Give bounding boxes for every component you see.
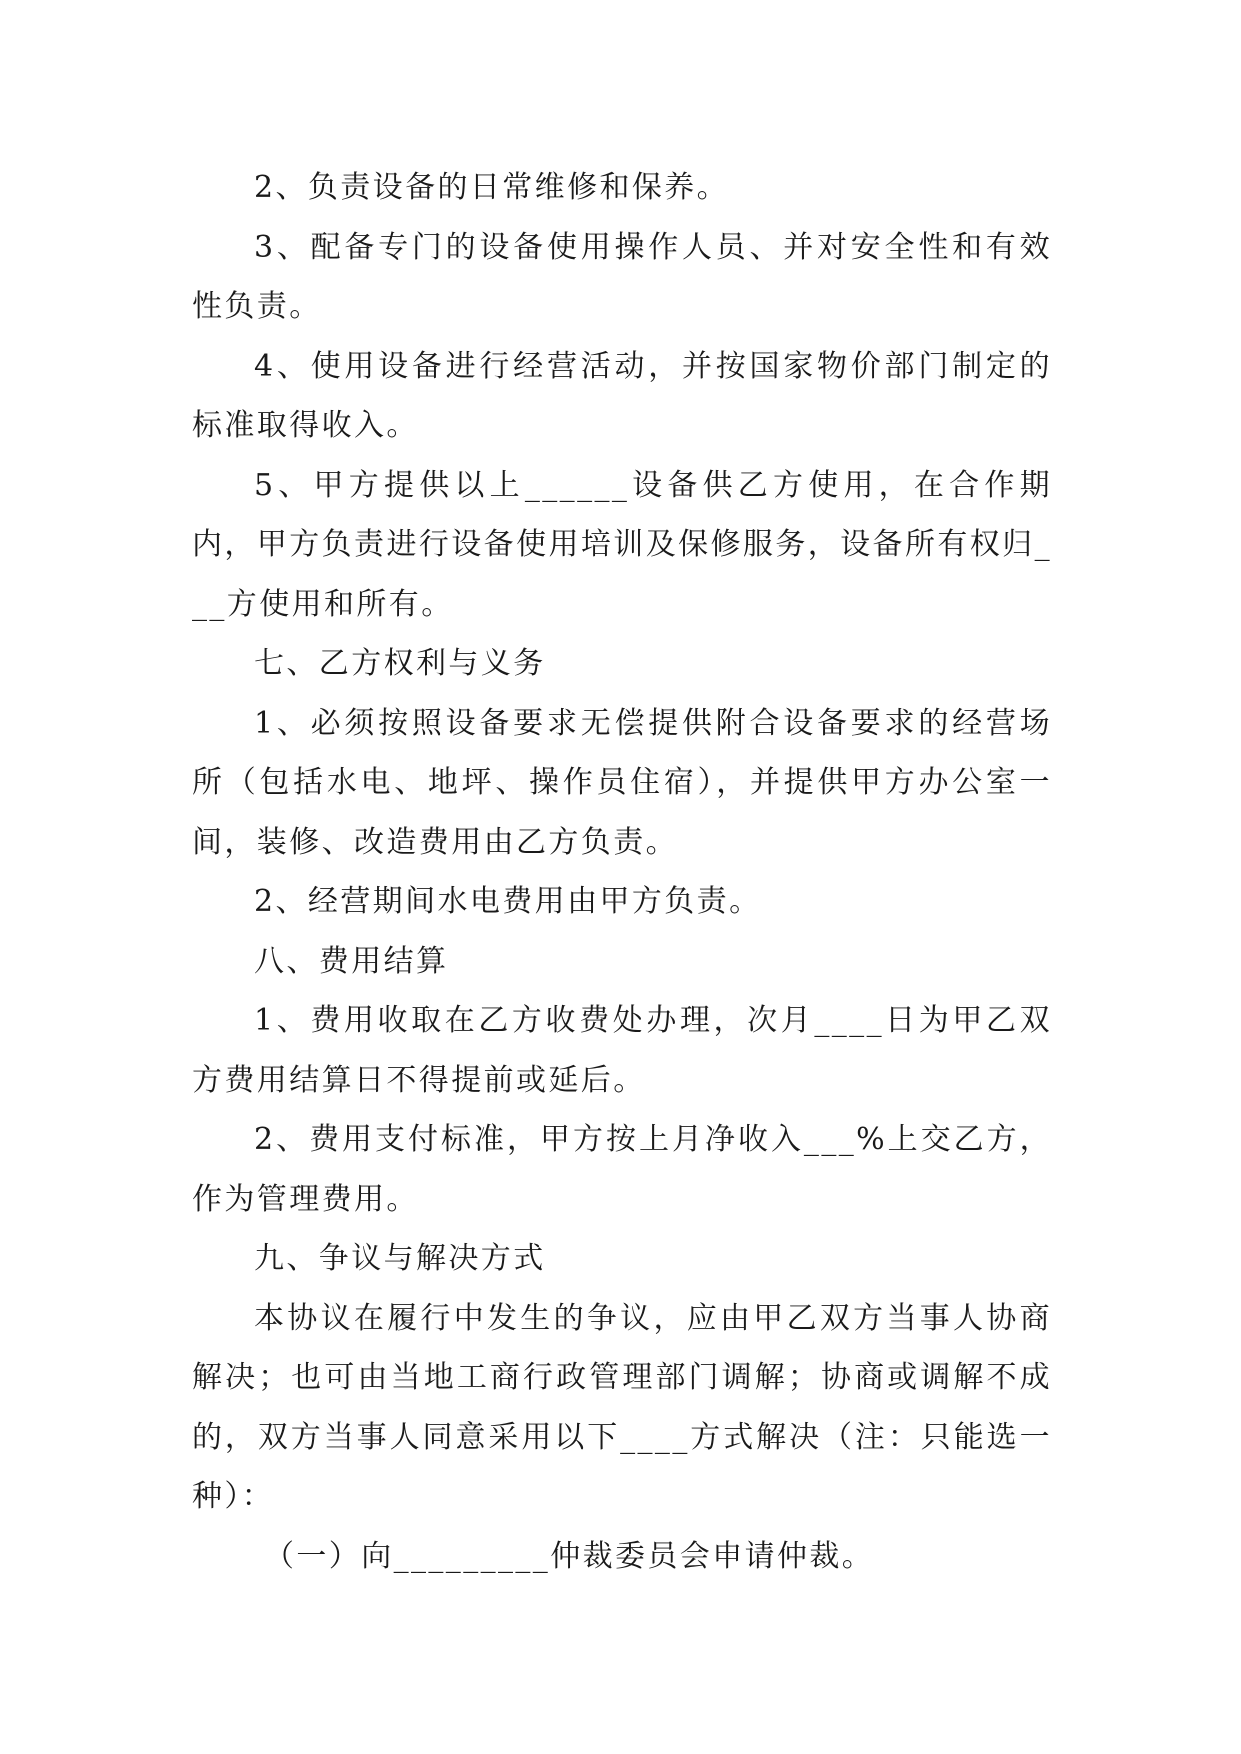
document-body: [192, 158, 1052, 1586]
paragraph-settlement-date: 1、费用收取在乙方收费处办理，次月____日为甲乙双方费用结算日不得提前或延后。: [192, 1003, 1052, 1098]
paragraph-arbitration: （一）向_________仲裁委员会申请仲裁。: [264, 1538, 875, 1574]
paragraph-maintenance: 2、负责设备的日常维修和保养。: [254, 170, 730, 205]
paragraph-equipment-supply: 5、甲方提供以上______设备供乙方使用，在合作期内，甲方负责进行设备使用培训及保修服务，设备所有权归___方使用和所有。: [192, 467, 1052, 622]
paragraph-operators: 3、配备专门的设备使用操作人员、并对安全性和有效性负责。: [192, 229, 1052, 324]
paragraph-payment-standard: 2、费用支付标准，甲方按上月净收入___%上交乙方，作为管理费用。: [192, 1122, 1052, 1217]
paragraph-revenue: 4、使用设备进行经营活动，并按国家物价部门制定的标准取得收入。: [192, 348, 1052, 443]
section-heading-party-b-rights: 七、乙方权利与义务: [254, 646, 546, 681]
section-heading-disputes: 九、争议与解决方式: [254, 1241, 546, 1276]
paragraph-utilities: 2、经营期间水电费用由甲方负责。: [254, 884, 762, 919]
section-heading-settlement: 八、费用结算: [254, 943, 449, 979]
paragraph-dispute-resolution: 本协议在履行中发生的争议，应由甲乙双方当事人协商解决；也可由当地工商行政管理部门调解；协商或调解不成的，双方当事人同意采用以下____方式解决（注：只能选一种）：: [192, 1300, 1052, 1514]
paragraph-premises: 1、必须按照设备要求无偿提供附合设备要求的经营场所（包括水电、地坪、操作员住宿），并提供甲方办公室一间，装修、改造费用由乙方负责。: [192, 705, 1052, 860]
